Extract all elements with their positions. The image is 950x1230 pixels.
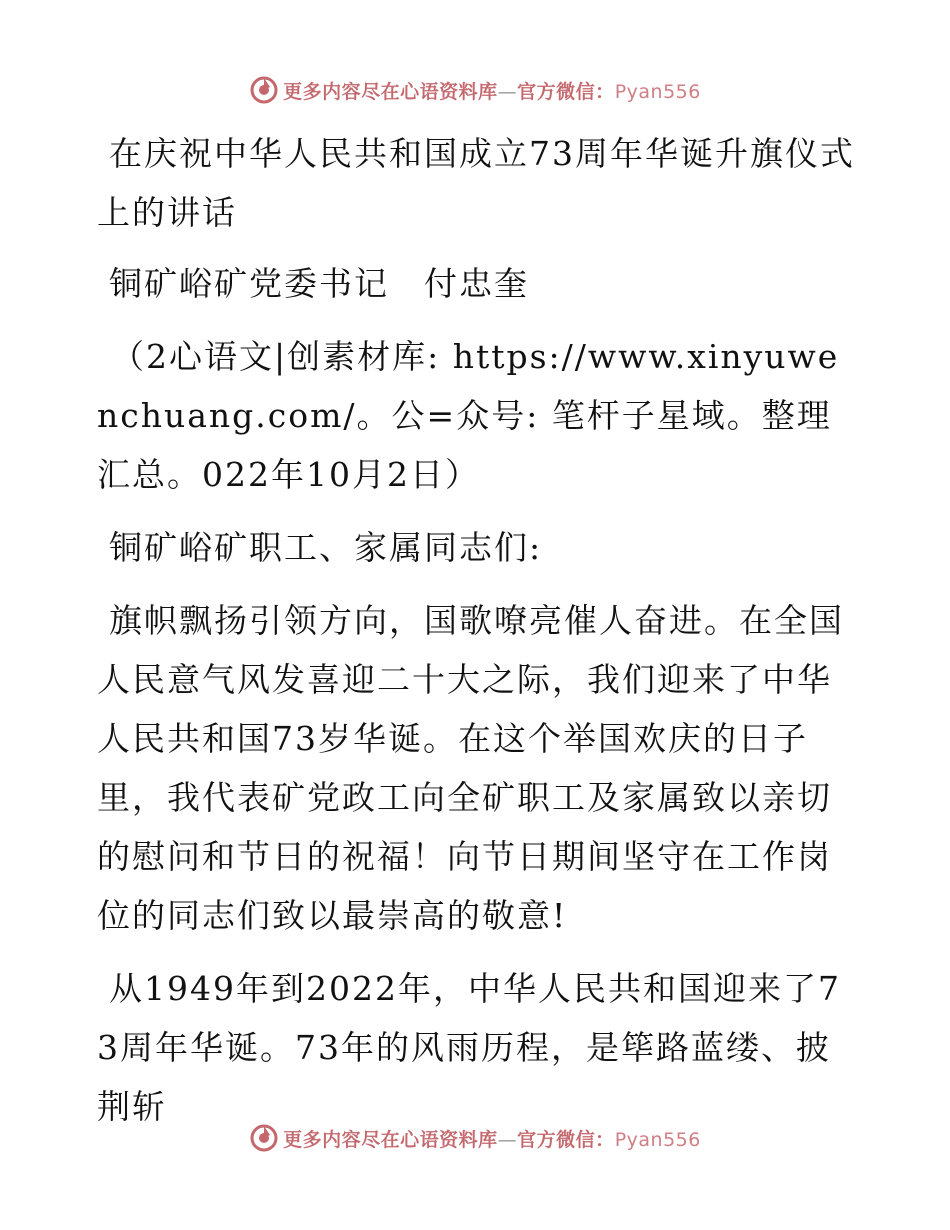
footer-watermark <box>0 1118 950 1158</box>
watermark-text <box>283 1125 701 1152</box>
document-greeting: 铜矿峪矿职工、家属同志们: <box>109 528 543 567</box>
body-paragraph: 旗帜飘扬引领方向，国歌嘹亮催人奋进。在全国人民意气风发喜迎二十大之际，我们迎来了中华人民共和国73岁华诞。在这个举国欢庆的日子里，我代表矿党政工向全矿职工及家属致以亲切的慰问和节日的祝福！向节日期间坚守在工作岗位的同志们致以最崇高的敬意! <box>97 601 844 935</box>
watermark-brand: 更多内容尽在心语资料库 <box>283 1128 498 1151</box>
document-author: 铜矿峪矿党委书记 付忠奎 <box>109 264 529 303</box>
watermark-dash: — <box>497 1128 518 1151</box>
watermark-brand: 更多内容尽在心语资料库 <box>283 80 498 103</box>
brand-logo-icon <box>249 1123 279 1153</box>
brand-logo-icon <box>249 75 279 105</box>
document-source: （2心语文|创素材库: https://www.xinyuwenchuang.com/。公=众号: 笔杆子星域。整理汇总。022年10月2日） <box>97 337 840 494</box>
watermark-wechat-id: Pyan556 <box>614 80 701 103</box>
watermark-label: 官方微信： <box>517 1128 615 1151</box>
watermark-wechat-id: Pyan556 <box>614 1128 701 1151</box>
document-title: 在庆祝中华人民共和国成立73周年华诞升旗仪式上的讲话 <box>97 134 855 232</box>
header-watermark <box>0 70 950 110</box>
watermark-label: 官方微信： <box>517 80 615 103</box>
body-paragraph: 从1949年到2022年，中华人民共和国迎来了73周年华诞。73年的风雨历程，是筚路蓝缕、披荆斩 <box>97 969 841 1126</box>
watermark-text <box>283 77 701 104</box>
watermark-dash: — <box>497 80 518 103</box>
document-body <box>97 124 857 1150</box>
